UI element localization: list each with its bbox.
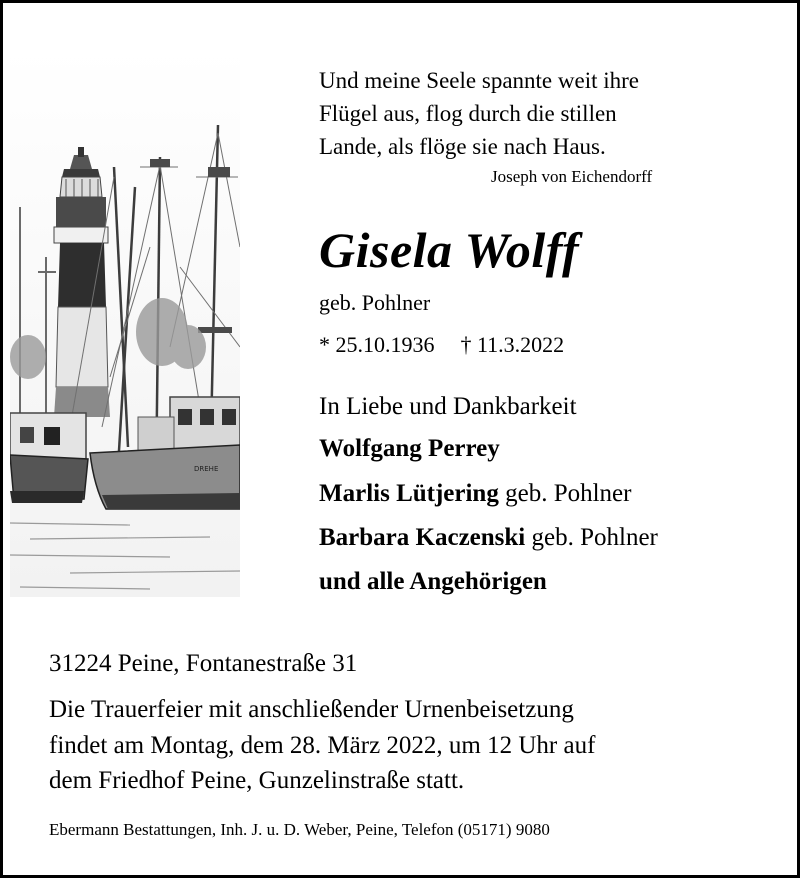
funeral-home-footer: Ebermann Bestattungen, Inh. J. u. D. Weber, Peine, Telefon (05171) 9080: [49, 820, 550, 839]
mourner-name: Marlis Lütjering: [319, 480, 499, 507]
quote-line-3: Lande, als flöge sie nach Haus.: [319, 134, 606, 159]
mourner-name: und alle Angehörigen: [319, 568, 547, 595]
mourner-2: [319, 481, 631, 506]
mourner-4: [319, 569, 547, 594]
mourner-suffix: geb. Pohlner: [525, 524, 658, 551]
quote-line-1: Und meine Seele spannte weit ihre: [319, 68, 639, 93]
death-date: † 11.3.2022: [460, 332, 565, 357]
birth-date: * 25.10.1936: [319, 332, 435, 357]
mourner-suffix: geb. Pohlner: [498, 480, 632, 507]
life-dates: [319, 334, 564, 356]
quote-author: Joseph von Eichendorff: [491, 167, 653, 186]
quote-line-2: Flügel aus, flog durch die stillen: [319, 101, 617, 126]
address: 31224 Peine, Fontanestraße 31: [49, 650, 358, 677]
lighthouse-harbour-illustration: [10, 47, 240, 597]
mourner-1: [319, 436, 500, 461]
ceremony-line-2: findet am Montag, dem 28. März 2022, um 12 Uhr auf: [49, 732, 596, 759]
boat-label: DREHE: [194, 465, 219, 473]
ceremony-line-3: dem Friedhof Peine, Gunzelinstraße statt.: [49, 767, 465, 794]
ceremony-line-1: Die Trauerfeier mit anschließender Urnenbeisetzung: [49, 696, 574, 723]
mourners-intro: In Liebe und Dankbarkeit: [319, 393, 577, 420]
mourner-name: Wolfgang Perrey: [319, 435, 500, 462]
birth-name: geb. Pohlner: [319, 290, 431, 315]
mourner-3: [319, 525, 658, 550]
mourner-name: Barbara Kaczenski: [319, 524, 526, 551]
deceased-name: Gisela Wolff: [319, 222, 580, 278]
